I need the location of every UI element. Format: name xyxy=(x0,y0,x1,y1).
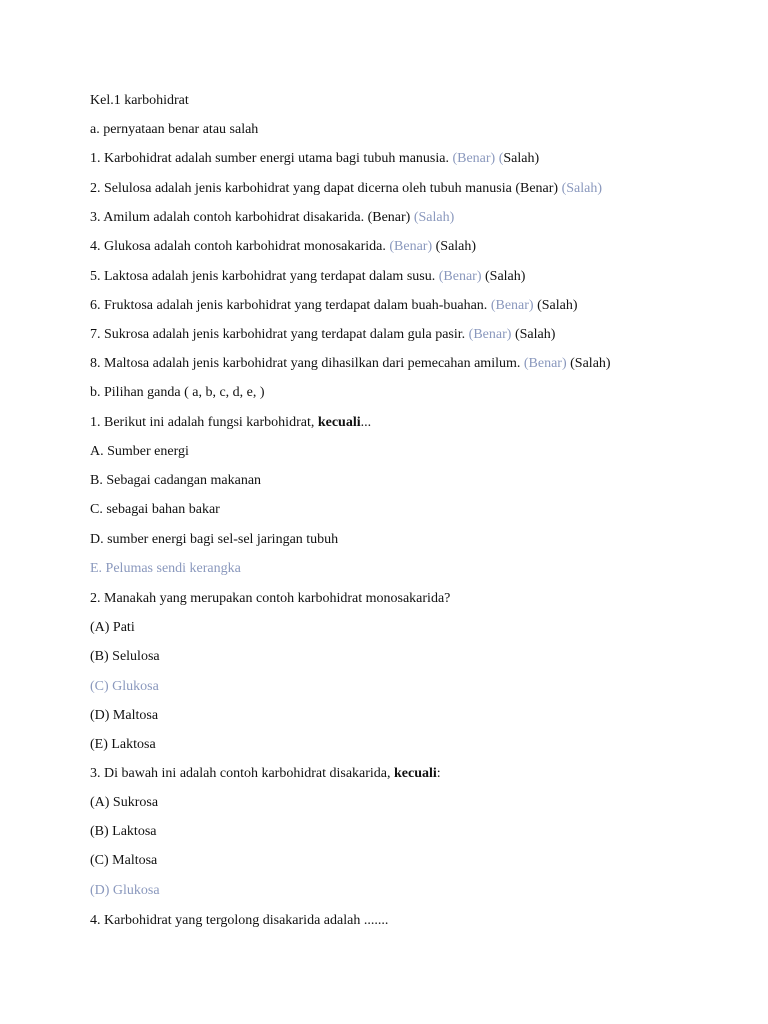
section-b-heading: b. Pilihan ganda ( a, b, c, d, e, ) xyxy=(90,385,265,400)
q2-option-a: (A) Pati xyxy=(90,620,135,635)
q1-option-d: D. sumber energi bagi sel-sel jaringan tubuh xyxy=(90,532,339,547)
q1-option-b: B. Sebagai cadangan makanan xyxy=(90,473,262,488)
q3-option-a: (A) Sukrosa xyxy=(90,795,159,810)
q2-option-e: (E) Laktosa xyxy=(90,737,156,752)
tf-item-2: 2. Selulosa adalah jenis karbohidrat yang dapat dicerna oleh tubuh manusia (Benar) (Salah) xyxy=(90,181,603,196)
tf-item-3: 3. Amilum adalah contoh karbohidrat disakarida. (Benar) (Salah) xyxy=(90,210,455,225)
tf-item-4: 4. Glukosa adalah contoh karbohidrat monosakarida. (Benar) (Salah) xyxy=(90,239,477,254)
tf-item-8: 8. Maltosa adalah jenis karbohidrat yang dihasilkan dari pemecahan amilum. (Benar) (Salah) xyxy=(90,356,611,371)
tf-item-7: 7. Sukrosa adalah jenis karbohidrat yang terdapat dalam gula pasir. (Benar) (Salah) xyxy=(90,327,556,342)
tf-item-6: 6. Fruktosa adalah jenis karbohidrat yang terdapat dalam buah-buahan. (Benar) (Salah) xyxy=(90,298,578,313)
question-3: 3. Di bawah ini adalah contoh karbohidrat disakarida, kecuali: xyxy=(90,766,441,781)
section-a-heading: a. pernyataan benar atau salah xyxy=(90,122,259,137)
q3-answer-option-d: (D) Glukosa xyxy=(90,883,160,898)
q2-option-d: (D) Maltosa xyxy=(90,708,159,723)
q1-answer-option-e: E. Pelumas sendi kerangka xyxy=(90,561,241,576)
q3-option-c: (C) Maltosa xyxy=(90,853,158,868)
q1-option-a: A. Sumber energi xyxy=(90,444,189,459)
doc-title: Kel.1 karbohidrat xyxy=(90,93,189,108)
q1-option-c: C. sebagai bahan bakar xyxy=(90,502,220,517)
question-1: 1. Berikut ini adalah fungsi karbohidrat, kecuali... xyxy=(90,415,372,430)
question-2: 2. Manakah yang merupakan contoh karbohidrat monosakarida? xyxy=(90,591,451,606)
question-4: 4. Karbohidrat yang tergolong disakarida adalah ....... xyxy=(90,913,389,928)
q2-answer-option-c: (C) Glukosa xyxy=(90,679,159,694)
q2-option-b: (B) Selulosa xyxy=(90,649,160,664)
tf-item-5: 5. Laktosa adalah jenis karbohidrat yang terdapat dalam susu. (Benar) (Salah) xyxy=(90,269,526,284)
q3-option-b: (B) Laktosa xyxy=(90,824,157,839)
tf-item-1: 1. Karbohidrat adalah sumber energi utama bagi tubuh manusia. (Benar) (Salah) xyxy=(90,151,540,166)
